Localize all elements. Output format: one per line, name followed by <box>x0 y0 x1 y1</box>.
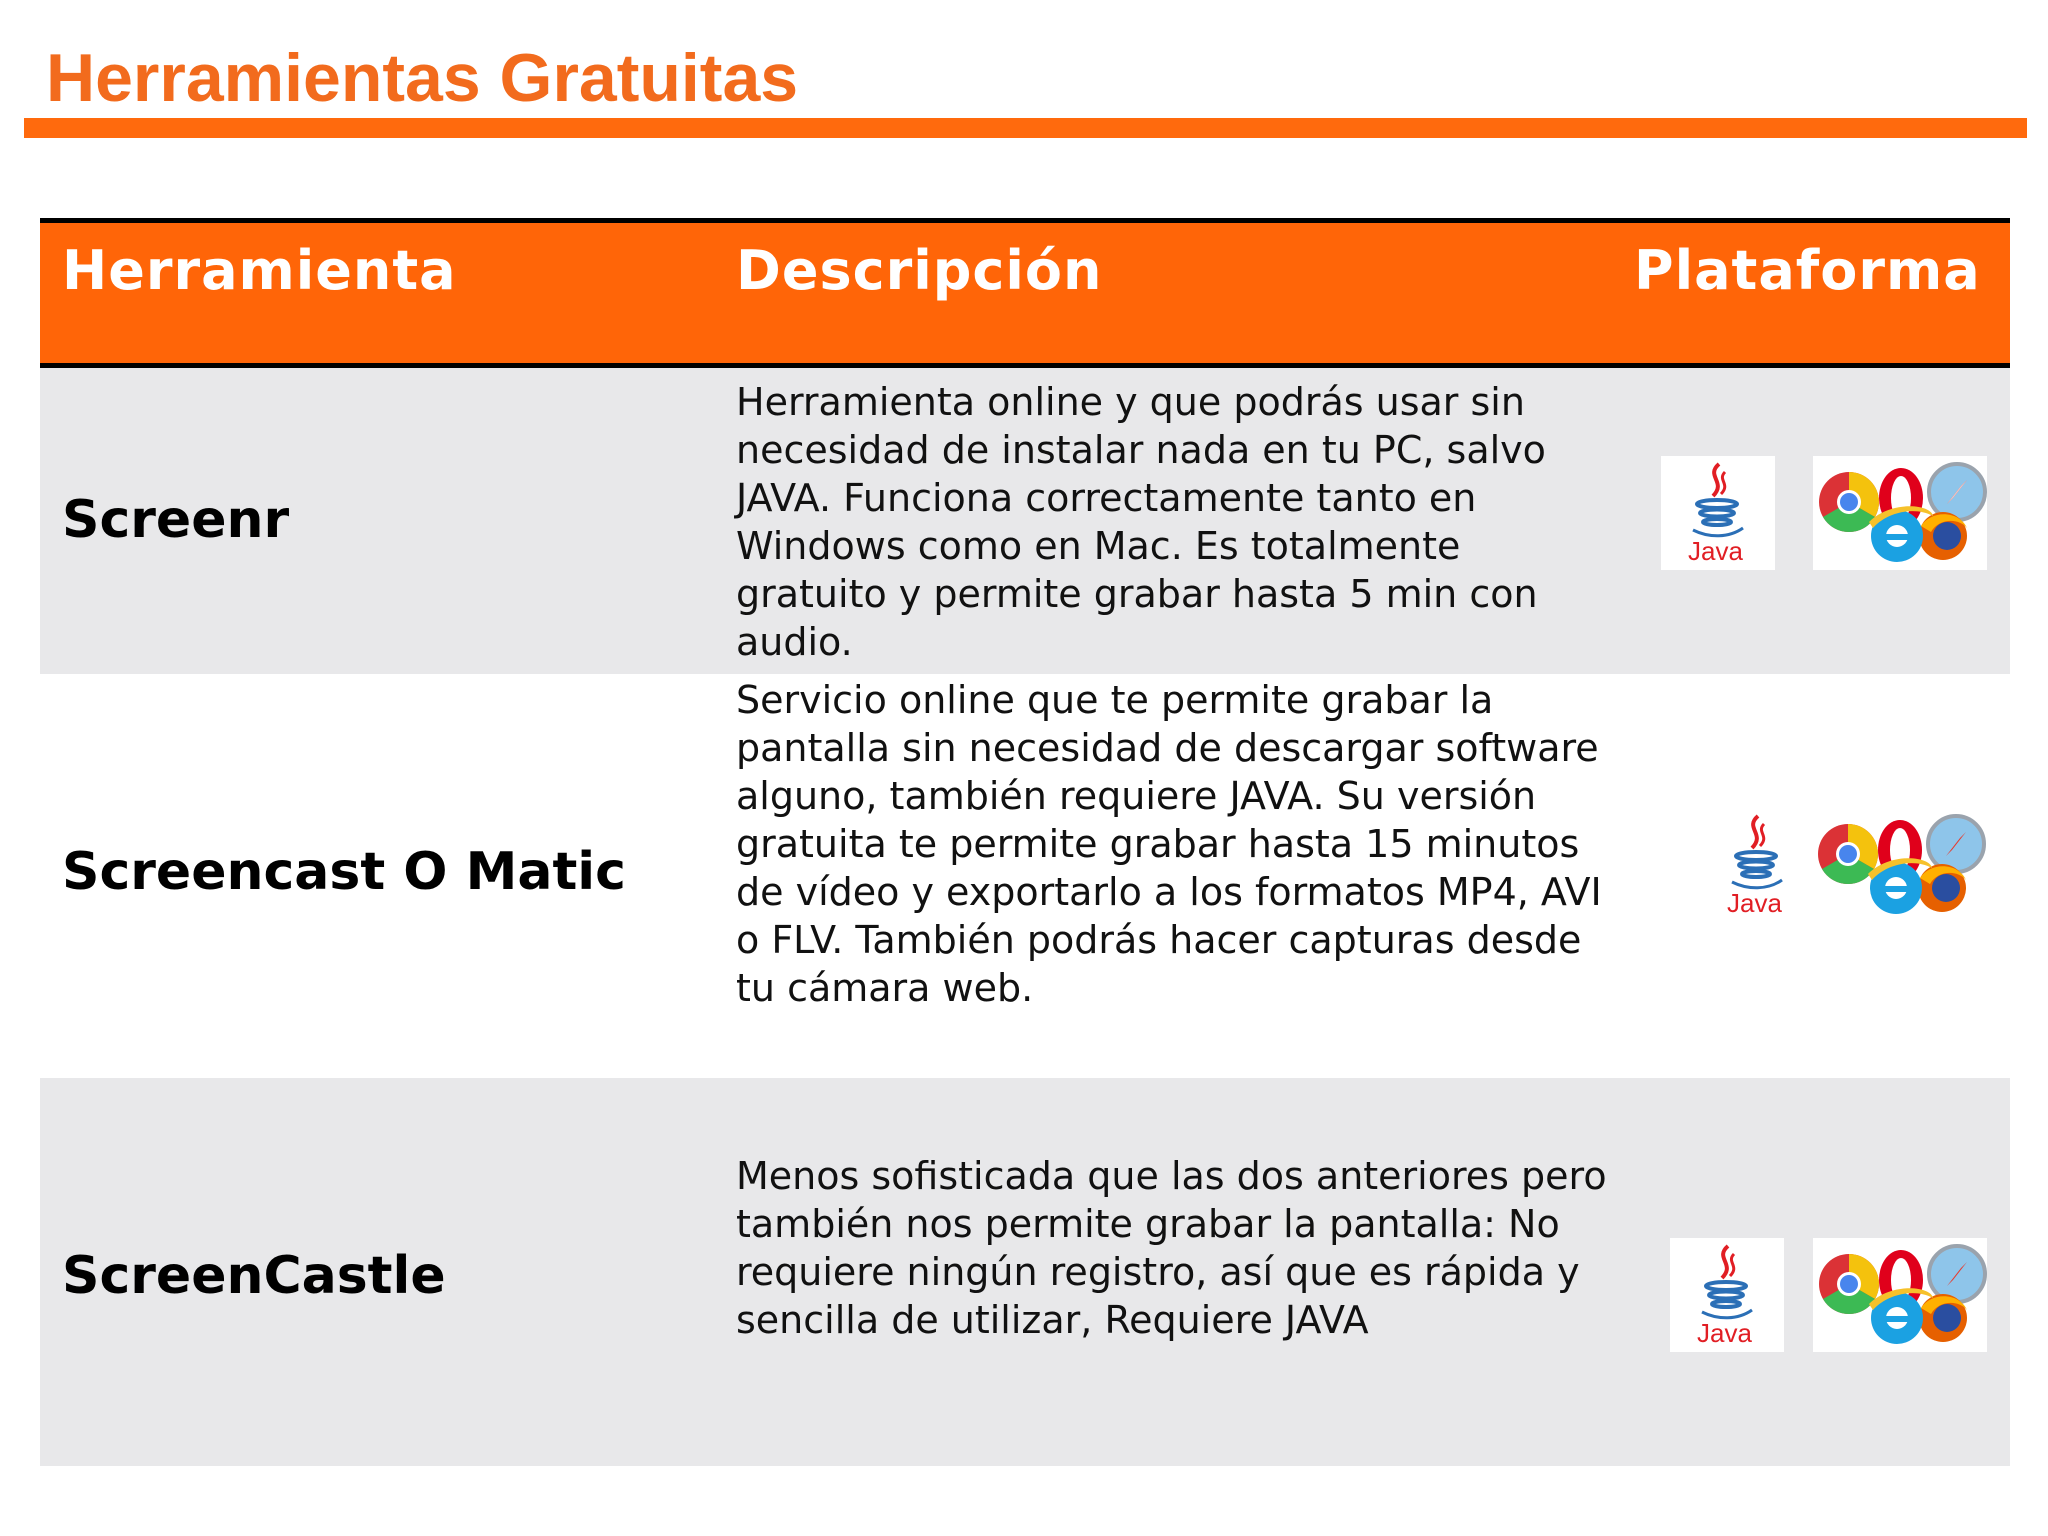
browsers-icon <box>1813 1238 1987 1352</box>
table-header <box>40 218 2010 368</box>
table-row <box>40 1078 2010 1466</box>
tool-description: Herramienta online y que podrás usar sin necesidad de instalar nada en tu PC, salvo JAVA. Funciona correctamente tanto en Windows como en Mac. Es totalmente gratuito y permite grabar hasta 5 min con audio. <box>736 380 1546 664</box>
header-tool: Herramienta <box>62 239 457 302</box>
header-platform: Plataforma <box>1634 239 1981 302</box>
java-icon <box>1670 1238 1784 1352</box>
page-title: Herramientas Gratuitas <box>46 40 799 116</box>
java-logo-text: Java <box>1697 1318 1752 1348</box>
tool-description: Menos sofisticada que las dos anteriores pero también nos permite grabar la pantalla: No requiere ningún registro, así que es rápida y sencilla de utilizar, Requiere JAVA <box>736 1154 1607 1342</box>
table-row <box>40 674 2010 1078</box>
java-logo-text: Java <box>1727 888 1782 918</box>
browsers-icon <box>1813 456 1987 570</box>
tool-description: Servicio online que te permite grabar la pantalla sin necesidad de descargar software alguno, también requiere JAVA. Su versión gratuita te permite grabar hasta 15 minutos de vídeo y exportarlo a los formatos MP4, AVI o FLV. También podrás hacer capturas desde tu cámara web. <box>736 678 1602 1010</box>
tool-name: Screencast O Matic <box>62 842 626 902</box>
browsers-icon <box>1812 808 1986 922</box>
tools-table <box>40 218 2010 1466</box>
title-underline <box>24 118 2027 138</box>
java-icon <box>1661 456 1775 570</box>
tool-name: ScreenCastle <box>62 1246 446 1306</box>
tool-name: Screenr <box>62 490 290 550</box>
table-row <box>40 368 2010 674</box>
java-logo-text: Java <box>1688 536 1743 566</box>
header-description: Descripción <box>736 239 1103 302</box>
java-icon <box>1700 808 1814 922</box>
